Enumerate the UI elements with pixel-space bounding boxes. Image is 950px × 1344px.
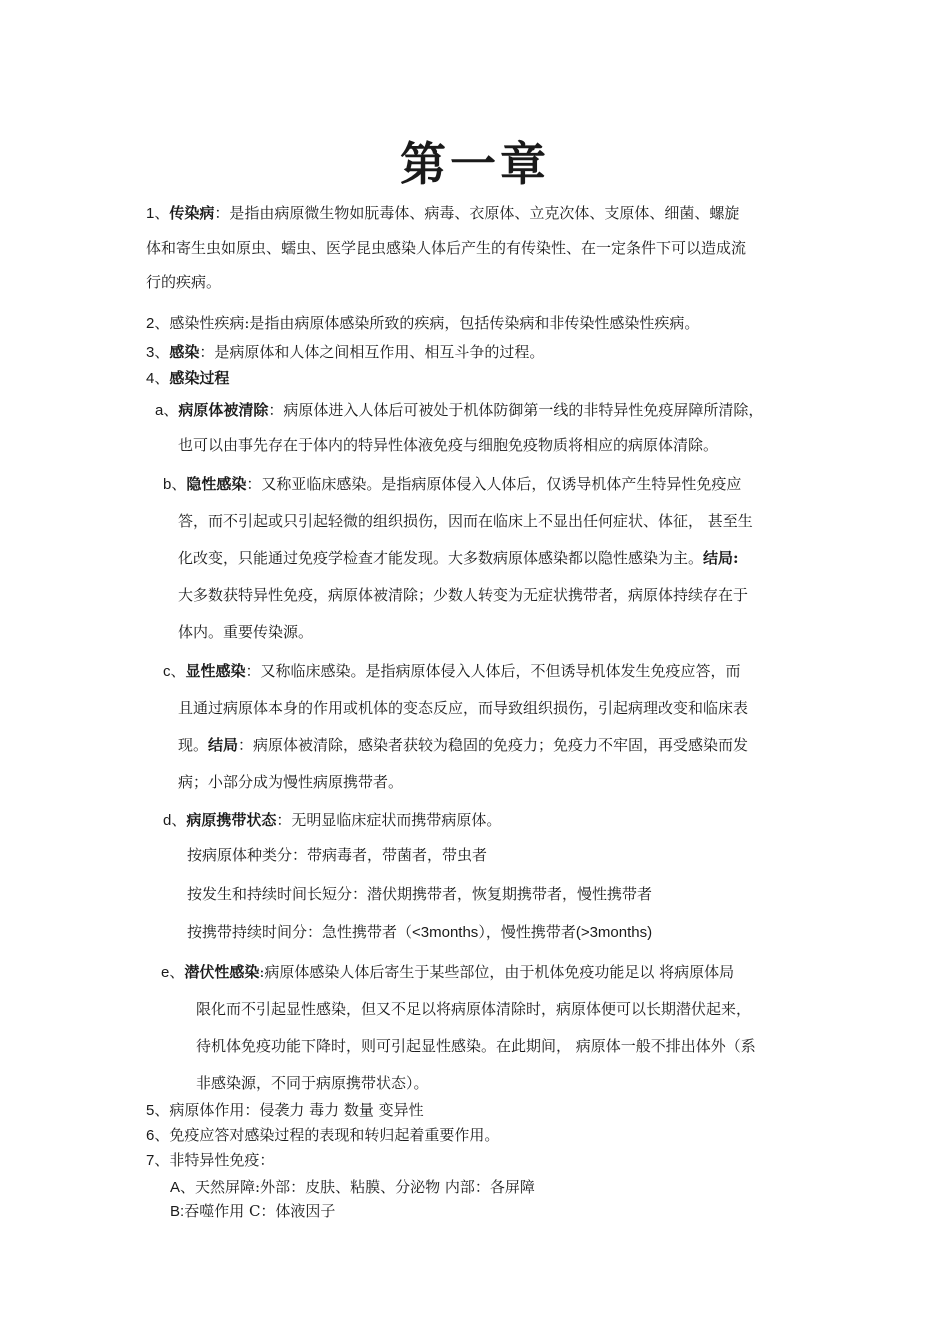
term: 传染病 [169, 204, 215, 222]
text-line: 答，而不引起或只引起轻微的组织损伤，因而在临床上不显出任何症状、体征， 甚至生 [178, 512, 753, 530]
outcome-label: 结局 [208, 736, 239, 754]
text-line: 免疫应答对感染过程的表现和转归起着重要作用。 [169, 1126, 500, 1144]
text-line: 感染性疾病:是指由病原体感染所致的疾病，包括传染病和非传染性感染性疾病。 [169, 314, 700, 332]
text-line: <3months [412, 924, 479, 941]
text-line: 病原体被清除，感染者获较为稳固的免疫力；免疫力不牢固，再受感染而发 [253, 736, 749, 754]
item-7b-phagocytosis [170, 1200, 335, 1221]
carrier-by-duration: 按发生和持续时间长短分：潜伏期携带者，恢复期携带者，慢性携带者 [187, 885, 653, 903]
sub-marker: b、 [163, 476, 187, 493]
item-number: 4、 [146, 370, 170, 387]
text-line: 是病原体和人体之间相互作用、相互斗争的过程。 [214, 343, 545, 361]
item-number: 7、 [146, 1152, 170, 1169]
text-line: 病原体作用：侵袭力 毒力 数量 变异性 [169, 1101, 424, 1119]
text-line: 吞噬作用 C：体液因子 [184, 1202, 336, 1220]
colon: ： [268, 401, 284, 419]
text-line: 非感染源，不同于病原携带状态）。 [196, 1074, 429, 1092]
text-line: 又称亚临床感染。是指病原体侵入人体后，仅诱导机体产生特异性免疫应 [261, 475, 742, 493]
item-number: 6、 [146, 1127, 170, 1144]
sub-marker: A、 [170, 1179, 196, 1196]
carrier-by-pathogen: 按病原体种类分：带病毒者，带菌者，带虫者 [187, 846, 488, 864]
text-line: 体和寄生虫如原虫、蠕虫、医学昆虫感染人体后产生的有传染性、在一定条件下可以造成流 [146, 239, 747, 257]
colon: ： [276, 811, 292, 829]
sub-marker: c、 [163, 663, 186, 680]
subitem-c-overt-infection [163, 653, 748, 801]
item-7-nonspecific-immunity [146, 1149, 274, 1170]
item-number: 1、 [146, 205, 170, 222]
chapter-title: 第一章 [400, 137, 550, 191]
term: 隐性感染 [186, 475, 247, 493]
text-line: 按携带持续时间分：急性携带者（ [187, 923, 413, 941]
item-4-infection-process [146, 367, 229, 388]
item-number: 5、 [146, 1102, 170, 1119]
item-1-infectious-disease [146, 196, 746, 299]
text-line: 天然屏障:外部：皮肤、粘膜、分泌物 内部：各屏障 [195, 1178, 535, 1196]
text-line: 行的疾病。 [146, 273, 222, 291]
text-line: (>3months) [575, 924, 653, 941]
term: 显性感染 [185, 662, 246, 680]
text-line: 化改变，只能通过免疫学检查才能发现。大多数病原体感染都以隐性感染为主。 [178, 549, 704, 567]
sub-marker: e、 [161, 964, 185, 981]
subitem-a-pathogen-cleared [155, 393, 763, 462]
text-line: ），慢性携带者 [478, 923, 576, 941]
term: 感染过程 [169, 369, 230, 387]
sub-marker: B: [170, 1203, 185, 1220]
sub-marker: a、 [155, 402, 179, 419]
text-line: 是指由病原微生物如朊毒体、病毒、衣原体、立克次体、支原体、细菌、螺旋 [229, 204, 740, 222]
term: 潜伏性感染 [184, 963, 260, 981]
item-5-pathogen-action [146, 1099, 424, 1120]
text-line: 限化而不引起显性感染，但又不足以将病原体清除时，病原体便可以长期潜伏起来， [196, 1000, 752, 1018]
outcome-label: 结局: [703, 549, 739, 567]
item-6-immune-response [146, 1124, 499, 1145]
text-line: 也可以由事先存在于体内的特异性体液免疫与细胞免疫物质将相应的病原体清除。 [178, 436, 719, 454]
item-3-infection [146, 341, 544, 362]
item-number: 2、 [146, 315, 170, 332]
item-number: 3、 [146, 344, 170, 361]
text-line: 病原体进入人体后可被处于机体防御第一线的非特异性免疫屏障所清除， [283, 401, 764, 419]
subitem-b-latent-infection [163, 466, 753, 651]
sub-marker: d、 [163, 812, 187, 829]
text-line: 病；小部分成为慢性病原携带者。 [178, 773, 404, 791]
term: 感染 [169, 343, 200, 361]
text-line: 无明显临床症状而携带病原体。 [291, 811, 502, 829]
text-line: 现。 [178, 736, 209, 754]
item-7a-natural-barrier [170, 1176, 535, 1197]
colon: ： [246, 475, 262, 493]
text-line: 大多数获特异性免疫，病原体被清除；少数人转变为无症状携带者，病原体持续存在于 [178, 586, 749, 604]
text-line: :病原体感染人体后寄生于某些部位，由于机体免疫功能足以 将病原体局 [259, 963, 735, 981]
colon: ： [214, 204, 230, 222]
term: 病原体被清除 [178, 401, 269, 419]
term: 病原携带状态 [186, 811, 277, 829]
text-line: 非特异性免疫： [169, 1151, 275, 1169]
text-line: 待机体免疫功能下降时，则可引起显性感染。在此期间， 病原体一般不排出体外（系 [196, 1037, 756, 1055]
text-line: 又称临床感染。是指病原体侵入人体后，不但诱导机体发生免疫应答，而 [260, 662, 741, 680]
text-line: 且通过病原体本身的作用或机体的变态反应，而导致组织损伤，引起病理改变和临床表 [178, 699, 749, 717]
colon: ： [245, 662, 261, 680]
colon: ： [199, 343, 215, 361]
carrier-by-persistence [187, 920, 652, 945]
item-2-infectious-disease-general [146, 312, 699, 333]
colon: ： [238, 736, 254, 754]
subitem-d-carrier-state [163, 808, 501, 833]
subitem-e-latent-infection [161, 954, 756, 1102]
text-line: 体内。重要传染源。 [178, 623, 314, 641]
